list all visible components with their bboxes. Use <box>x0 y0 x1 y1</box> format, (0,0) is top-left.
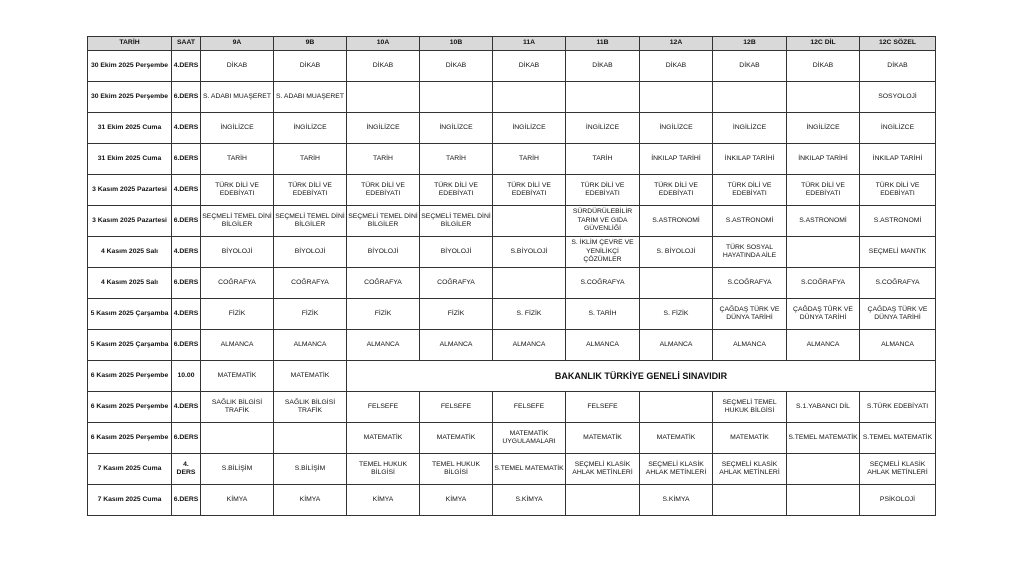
row-time: 6.DERS <box>172 423 201 454</box>
header-class: 12B <box>713 37 787 51</box>
header-class: 9A <box>201 37 274 51</box>
course-cell: TARİH <box>274 144 347 175</box>
course-cell: S.ASTRONOMİ <box>860 206 936 237</box>
course-cell: KİMYA <box>420 485 493 516</box>
row-time: 6.DERS <box>172 330 201 361</box>
course-cell: İNGİLİZCE <box>566 113 640 144</box>
course-cell: SEÇMELİ KLASİK AHLAK METİNLERİ <box>860 454 936 485</box>
course-cell: ALMANCA <box>566 330 640 361</box>
course-cell: TÜRK DİLİ VE EDEBİYATI <box>493 175 566 206</box>
table-row <box>88 268 936 299</box>
row-date: 4 Kasım 2025 Salı <box>88 237 172 268</box>
table-row <box>88 144 936 175</box>
course-cell <box>493 82 566 113</box>
course-cell: TEMEL HUKUK BİLGİSİ <box>420 454 493 485</box>
course-cell: DİKAB <box>347 51 420 82</box>
course-cell: MATEMATİK <box>713 423 787 454</box>
row-time: 6.DERS <box>172 206 201 237</box>
course-cell: TARİH <box>566 144 640 175</box>
row-date: 31 Ekim 2025 Cuma <box>88 144 172 175</box>
course-cell: TÜRK DİLİ VE EDEBİYATI <box>274 175 347 206</box>
course-cell: BİYOLOJİ <box>347 237 420 268</box>
course-cell: DİKAB <box>860 51 936 82</box>
row-date: 5 Kasım 2025 Çarşamba <box>88 299 172 330</box>
table-row <box>88 206 936 237</box>
course-cell: ALMANCA <box>201 330 274 361</box>
table-body <box>88 51 936 516</box>
row-date: 6 Kasım 2025 Perşembe <box>88 392 172 423</box>
course-cell: MATEMATİK <box>566 423 640 454</box>
course-cell: MATEMATİK <box>420 423 493 454</box>
table-row <box>88 454 936 485</box>
course-cell: S.1.YABANCI DİL <box>787 392 860 423</box>
course-cell <box>566 82 640 113</box>
course-cell: SAĞLIK BİLGİSİ TRAFİK <box>201 392 274 423</box>
course-cell: İNGİLİZCE <box>640 113 713 144</box>
header-class: 12C DİL <box>787 37 860 51</box>
course-cell <box>787 485 860 516</box>
header-class: 10A <box>347 37 420 51</box>
course-cell: S. FİZİK <box>640 299 713 330</box>
course-cell <box>566 485 640 516</box>
course-cell <box>713 82 787 113</box>
row-time: 4.DERS <box>172 113 201 144</box>
course-cell <box>713 485 787 516</box>
course-cell: İNKILAP TARİHİ <box>860 144 936 175</box>
course-cell: ALMANCA <box>274 330 347 361</box>
course-cell: İNGİLİZCE <box>347 113 420 144</box>
course-cell <box>347 82 420 113</box>
course-cell: MATEMATİK UYGULAMALARI <box>493 423 566 454</box>
course-cell: MATEMATİK <box>274 361 347 392</box>
course-cell: SOSYOLOJİ <box>860 82 936 113</box>
course-cell: COĞRAFYA <box>201 268 274 299</box>
header-class: 12A <box>640 37 713 51</box>
course-cell: İNGİLİZCE <box>713 113 787 144</box>
course-cell: TÜRK DİLİ VE EDEBİYATI <box>347 175 420 206</box>
course-cell: S.ASTRONOMİ <box>787 206 860 237</box>
course-cell <box>420 82 493 113</box>
course-cell: MATEMATİK <box>347 423 420 454</box>
course-cell: ALMANCA <box>420 330 493 361</box>
course-cell: FELSEFE <box>347 392 420 423</box>
course-cell: SEÇMELİ KLASİK AHLAK METİNLERİ <box>640 454 713 485</box>
row-time: 4.DERS <box>172 392 201 423</box>
course-cell: S.KİMYA <box>493 485 566 516</box>
header-class: 11A <box>493 37 566 51</box>
course-cell: TÜRK DİLİ VE EDEBİYATI <box>787 175 860 206</box>
course-cell: TÜRK DİLİ VE EDEBİYATI <box>713 175 787 206</box>
course-cell: TÜRK DİLİ VE EDEBİYATI <box>860 175 936 206</box>
course-cell: DİKAB <box>787 51 860 82</box>
course-cell: S.COĞRAFYA <box>566 268 640 299</box>
course-cell: İNKILAP TARİHİ <box>787 144 860 175</box>
course-cell: FELSEFE <box>420 392 493 423</box>
row-date: 31 Ekim 2025 Cuma <box>88 113 172 144</box>
course-cell: S.COĞRAFYA <box>860 268 936 299</box>
table-row <box>88 113 936 144</box>
course-cell: SEÇMELİ MANTIK <box>860 237 936 268</box>
header-class: 10B <box>420 37 493 51</box>
header-class: 9B <box>274 37 347 51</box>
course-cell: S.TEMEL MATEMATİK <box>860 423 936 454</box>
course-cell: ÇAĞDAŞ TÜRK VE DÜNYA TARİHİ <box>713 299 787 330</box>
course-cell <box>201 423 274 454</box>
course-cell: ALMANCA <box>787 330 860 361</box>
course-cell: FİZİK <box>274 299 347 330</box>
exam-schedule-table <box>87 36 936 516</box>
course-cell: BİYOLOJİ <box>274 237 347 268</box>
row-time: 10.00 <box>172 361 201 392</box>
header-date: TARİH <box>88 37 172 51</box>
course-cell <box>493 206 566 237</box>
course-cell: DİKAB <box>493 51 566 82</box>
table-row <box>88 485 936 516</box>
course-cell: S.COĞRAFYA <box>713 268 787 299</box>
course-cell: ALMANCA <box>640 330 713 361</box>
course-cell: SEÇMELİ TEMEL DİNİ BİLGİLER <box>347 206 420 237</box>
row-time: 4.DERS <box>172 299 201 330</box>
course-cell: TARİH <box>347 144 420 175</box>
course-cell <box>640 82 713 113</box>
course-cell: TARİH <box>420 144 493 175</box>
course-cell: S. FİZİK <box>493 299 566 330</box>
course-cell: ÇAĞDAŞ TÜRK VE DÜNYA TARİHİ <box>787 299 860 330</box>
course-cell: ÇAĞDAŞ TÜRK VE DÜNYA TARİHİ <box>860 299 936 330</box>
course-cell: S.KİMYA <box>640 485 713 516</box>
course-cell: S.COĞRAFYA <box>787 268 860 299</box>
course-cell <box>493 268 566 299</box>
course-cell: COĞRAFYA <box>347 268 420 299</box>
row-date: 30 Ekim 2025 Perşembe <box>88 51 172 82</box>
course-cell: S. TARİH <box>566 299 640 330</box>
course-cell: DİKAB <box>201 51 274 82</box>
course-cell: S. İKLİM ÇEVRE VE YENİLİKÇİ ÇÖZÜMLER <box>566 237 640 268</box>
course-cell: FELSEFE <box>566 392 640 423</box>
row-time: 6.DERS <box>172 144 201 175</box>
course-cell: S.BİLİŞİM <box>274 454 347 485</box>
course-cell: S.TÜRK EDEBİYATI <box>860 392 936 423</box>
row-date: 5 Kasım 2025 Çarşamba <box>88 330 172 361</box>
row-date: 30 Ekim 2025 Perşembe <box>88 82 172 113</box>
table-row <box>88 237 936 268</box>
row-date: 7 Kasım 2025 Cuma <box>88 454 172 485</box>
row-date: 6 Kasım 2025 Perşembe <box>88 423 172 454</box>
course-cell: ALMANCA <box>713 330 787 361</box>
course-cell <box>787 82 860 113</box>
course-cell: İNKILAP TARİHİ <box>640 144 713 175</box>
course-cell: İNGİLİZCE <box>493 113 566 144</box>
course-cell: S.TEMEL MATEMATİK <box>787 423 860 454</box>
course-cell: DİKAB <box>713 51 787 82</box>
course-cell: FİZİK <box>201 299 274 330</box>
course-cell: DİKAB <box>566 51 640 82</box>
course-cell: TÜRK DİLİ VE EDEBİYATI <box>201 175 274 206</box>
course-cell: KİMYA <box>274 485 347 516</box>
row-time: 4.DERS <box>172 51 201 82</box>
course-cell: ALMANCA <box>347 330 420 361</box>
course-cell: S. ADABI MUAŞERET <box>274 82 347 113</box>
course-cell: SAĞLIK BİLGİSİ TRAFİK <box>274 392 347 423</box>
course-cell: TÜRK SOSYAL HAYATINDA AİLE <box>713 237 787 268</box>
row-time: 6.DERS <box>172 82 201 113</box>
course-cell: S.TEMEL MATEMATİK <box>493 454 566 485</box>
course-cell: S. ADABI MUAŞERET <box>201 82 274 113</box>
course-cell: İNKILAP TARİHİ <box>713 144 787 175</box>
course-cell: ALMANCA <box>493 330 566 361</box>
course-cell <box>640 392 713 423</box>
table-row <box>88 51 936 82</box>
table-row <box>88 299 936 330</box>
row-time: 4. DERS <box>172 454 201 485</box>
course-cell: TÜRK DİLİ VE EDEBİYATI <box>420 175 493 206</box>
course-cell: TEMEL HUKUK BİLGİSİ <box>347 454 420 485</box>
course-cell: KİMYA <box>347 485 420 516</box>
row-date: 4 Kasım 2025 Salı <box>88 268 172 299</box>
national-exam-notice: BAKANLIK TÜRKİYE GENELİ SINAVIDIR <box>347 361 936 392</box>
table-row <box>88 175 936 206</box>
course-cell: TÜRK DİLİ VE EDEBİYATI <box>566 175 640 206</box>
course-cell: SEÇMELİ KLASİK AHLAK METİNLERİ <box>713 454 787 485</box>
row-time: 4.DERS <box>172 237 201 268</box>
course-cell: PSİKOLOJİ <box>860 485 936 516</box>
course-cell: İNGİLİZCE <box>274 113 347 144</box>
course-cell <box>787 454 860 485</box>
course-cell: DİKAB <box>274 51 347 82</box>
course-cell: FELSEFE <box>493 392 566 423</box>
course-cell: TARİH <box>201 144 274 175</box>
row-date: 3 Kasım 2025 Pazartesi <box>88 206 172 237</box>
course-cell: S.ASTRONOMİ <box>640 206 713 237</box>
course-cell: ALMANCA <box>860 330 936 361</box>
course-cell: TARİH <box>493 144 566 175</box>
course-cell: TÜRK DİLİ VE EDEBİYATI <box>640 175 713 206</box>
table-row <box>88 423 936 454</box>
course-cell: MATEMATİK <box>640 423 713 454</box>
course-cell: İNGİLİZCE <box>420 113 493 144</box>
course-cell: İNGİLİZCE <box>787 113 860 144</box>
row-date: 3 Kasım 2025 Pazartesi <box>88 175 172 206</box>
course-cell: BİYOLOJİ <box>201 237 274 268</box>
course-cell: S.ASTRONOMİ <box>713 206 787 237</box>
header-class: 11B <box>566 37 640 51</box>
table-row <box>88 82 936 113</box>
header-row <box>88 37 936 51</box>
course-cell: MATEMATİK <box>201 361 274 392</box>
course-cell: SEÇMELİ TEMEL DİNİ BİLGİLER <box>201 206 274 237</box>
row-time: 4.DERS <box>172 175 201 206</box>
course-cell: S.BİYOLOJİ <box>493 237 566 268</box>
course-cell: KİMYA <box>201 485 274 516</box>
course-cell: FİZİK <box>420 299 493 330</box>
course-cell: SEÇMELİ TEMEL DİNİ BİLGİLER <box>420 206 493 237</box>
course-cell: FİZİK <box>347 299 420 330</box>
row-time: 6.DERS <box>172 268 201 299</box>
table-header <box>88 37 936 51</box>
course-cell <box>274 423 347 454</box>
course-cell <box>787 237 860 268</box>
header-time: SAAT <box>172 37 201 51</box>
course-cell: SEÇMELİ KLASİK AHLAK METİNLERİ <box>566 454 640 485</box>
course-cell: İNGİLİZCE <box>860 113 936 144</box>
row-date: 6 Kasım 2025 Perşembe <box>88 361 172 392</box>
table-row <box>88 392 936 423</box>
row-date: 7 Kasım 2025 Cuma <box>88 485 172 516</box>
course-cell: DİKAB <box>640 51 713 82</box>
table-row <box>88 361 936 392</box>
course-cell: SEÇMELİ TEMEL DİNİ BİLGİLER <box>274 206 347 237</box>
header-class: 12C SÖZEL <box>860 37 936 51</box>
course-cell: S.BİLİŞİM <box>201 454 274 485</box>
course-cell: İNGİLİZCE <box>201 113 274 144</box>
course-cell: SÜRDÜRÜLEBİLİR TARIM VE GIDA GÜVENLİĞİ <box>566 206 640 237</box>
course-cell <box>640 268 713 299</box>
row-time: 6.DERS <box>172 485 201 516</box>
table-row <box>88 330 936 361</box>
course-cell: DİKAB <box>420 51 493 82</box>
course-cell: SEÇMELİ TEMEL HUKUK BİLGİSİ <box>713 392 787 423</box>
course-cell: BİYOLOJİ <box>420 237 493 268</box>
course-cell: COĞRAFYA <box>420 268 493 299</box>
course-cell: COĞRAFYA <box>274 268 347 299</box>
course-cell: S. BİYOLOJİ <box>640 237 713 268</box>
